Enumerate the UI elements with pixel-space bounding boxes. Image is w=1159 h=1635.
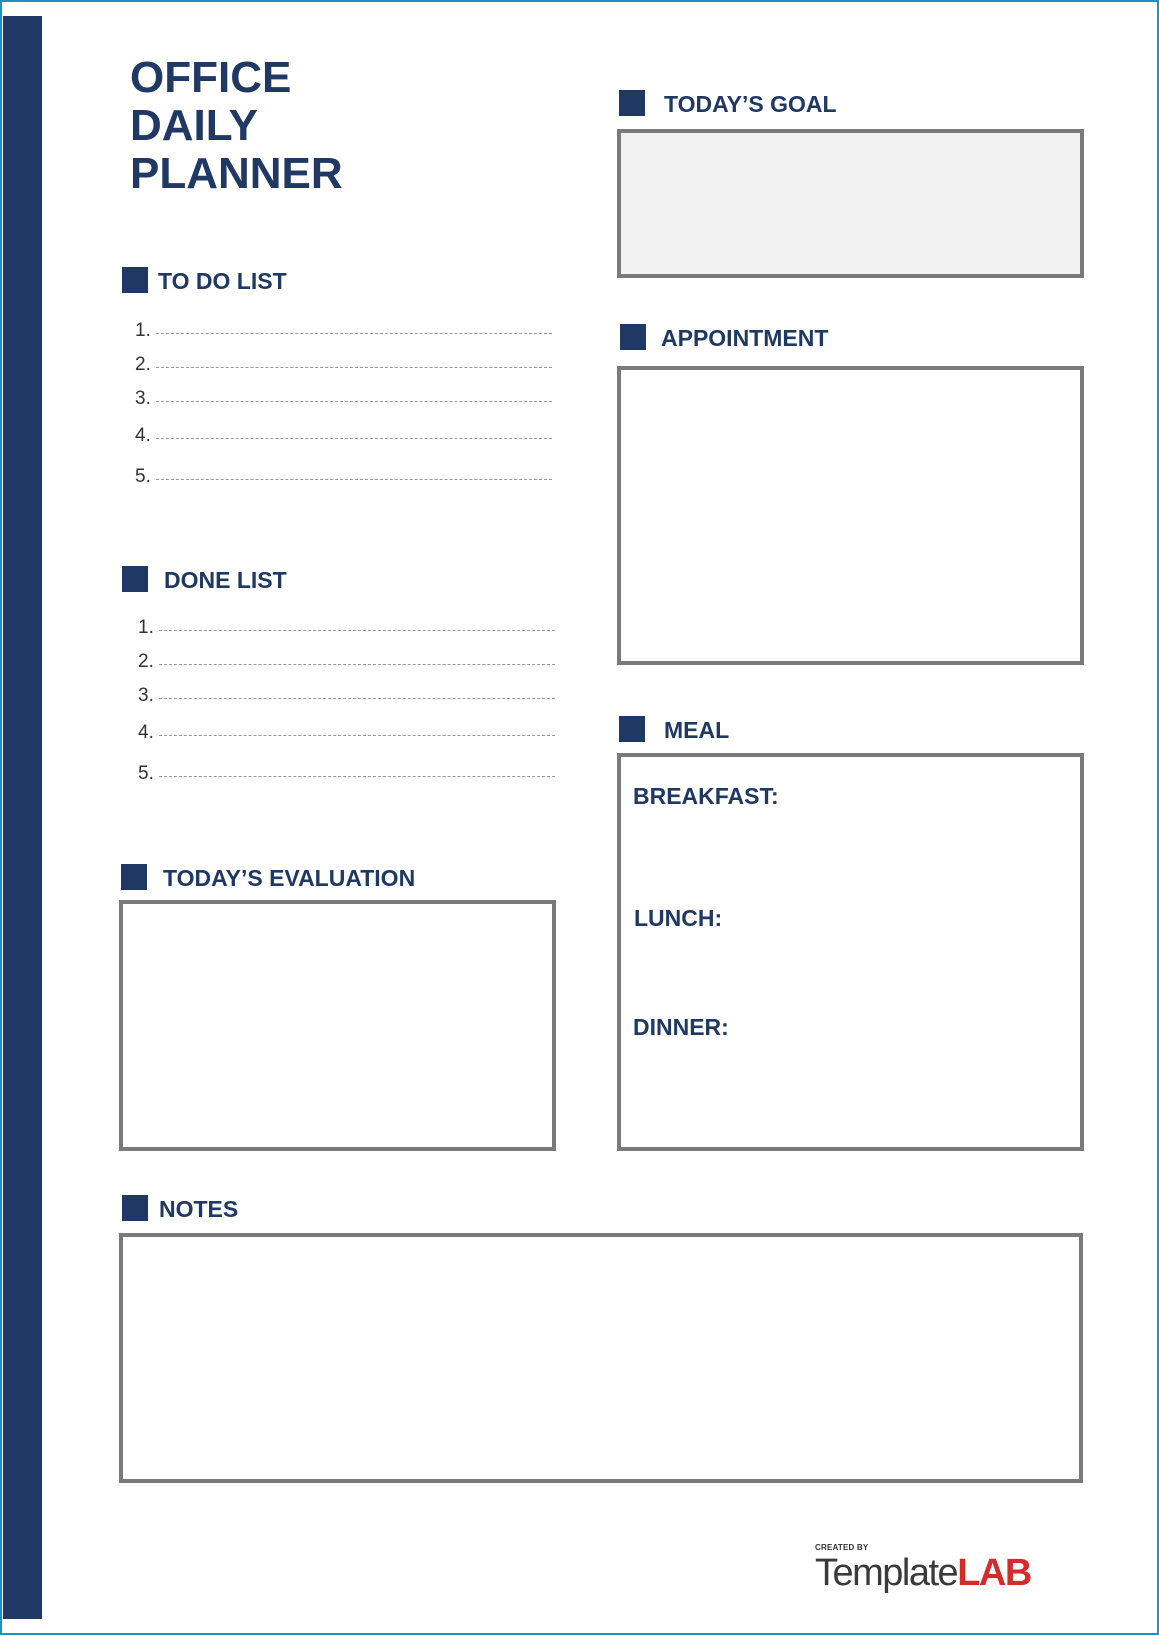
- todo-item-1[interactable]: [135, 319, 552, 343]
- logo-brand-lab: LAB: [957, 1552, 1031, 1594]
- todo-item-number: 3.: [135, 388, 151, 409]
- todo-square-icon: [122, 267, 148, 293]
- evaluation-square-icon: [121, 864, 147, 890]
- goal-label: TODAY’S GOAL: [664, 91, 837, 117]
- templatelab-logo: [815, 1543, 1045, 1593]
- done-item-2[interactable]: [138, 650, 555, 674]
- todo-item-line: [156, 438, 552, 439]
- todo-item-number: 2.: [135, 354, 151, 375]
- todo-item-5[interactable]: [135, 465, 552, 489]
- meal-label: MEAL: [664, 717, 730, 743]
- evaluation-label: TODAY’S EVALUATION: [163, 865, 416, 891]
- todo-item-line: [156, 367, 552, 368]
- goal-square-icon: [619, 90, 645, 116]
- done-item-number: 2.: [138, 651, 154, 672]
- done-item-line: [159, 776, 555, 777]
- todo-item-number: 5.: [135, 466, 151, 487]
- todo-item-line: [156, 479, 552, 480]
- appointment-label: APPOINTMENT: [661, 325, 829, 351]
- sidebar-stripe: [3, 16, 42, 1619]
- appointment-square-icon: [620, 324, 646, 350]
- done-item-line: [159, 664, 555, 665]
- todo-item-number: 1.: [135, 320, 151, 341]
- notes-square-icon: [122, 1195, 148, 1221]
- todo-item-2[interactable]: [135, 353, 552, 377]
- done-item-number: 1.: [138, 617, 154, 638]
- done-item-number: 5.: [138, 763, 154, 784]
- done-item-3[interactable]: [138, 684, 555, 708]
- page-title: [130, 54, 343, 198]
- todo-item-line: [156, 401, 552, 402]
- done-square-icon: [122, 566, 148, 592]
- todo-item-line: [156, 333, 552, 334]
- goal-box[interactable]: [617, 129, 1084, 278]
- done-item-5[interactable]: [138, 762, 555, 786]
- meal-square-icon: [619, 716, 645, 742]
- todo-item-3[interactable]: [135, 387, 552, 411]
- done-item-1[interactable]: [138, 616, 555, 640]
- breakfast-label: BREAKFAST:: [633, 783, 779, 809]
- meal-box[interactable]: [617, 753, 1084, 1151]
- logo-brand: [815, 1551, 1031, 1595]
- todo-item-4[interactable]: [135, 424, 552, 448]
- done-item-number: 4.: [138, 722, 154, 743]
- done-item-line: [159, 735, 555, 736]
- appointment-box[interactable]: [617, 366, 1084, 665]
- done-item-4[interactable]: [138, 721, 555, 745]
- evaluation-box[interactable]: [119, 900, 556, 1151]
- done-item-number: 3.: [138, 685, 154, 706]
- notes-box[interactable]: [119, 1233, 1083, 1483]
- dinner-label: DINNER:: [633, 1014, 729, 1040]
- done-item-line: [159, 630, 555, 631]
- done-label: DONE LIST: [164, 567, 287, 593]
- done-item-line: [159, 698, 555, 699]
- logo-brand-template: Template: [815, 1552, 958, 1594]
- notes-label: NOTES: [159, 1196, 239, 1222]
- todo-label: TO DO LIST: [158, 268, 287, 294]
- logo-created-by: CREATED BY: [815, 1543, 869, 1552]
- title-line-3: PLANNER: [130, 149, 343, 198]
- lunch-label: LUNCH:: [634, 905, 723, 931]
- title-line-1: OFFICE: [130, 53, 292, 102]
- title-line-2: DAILY: [130, 101, 258, 150]
- todo-item-number: 4.: [135, 425, 151, 446]
